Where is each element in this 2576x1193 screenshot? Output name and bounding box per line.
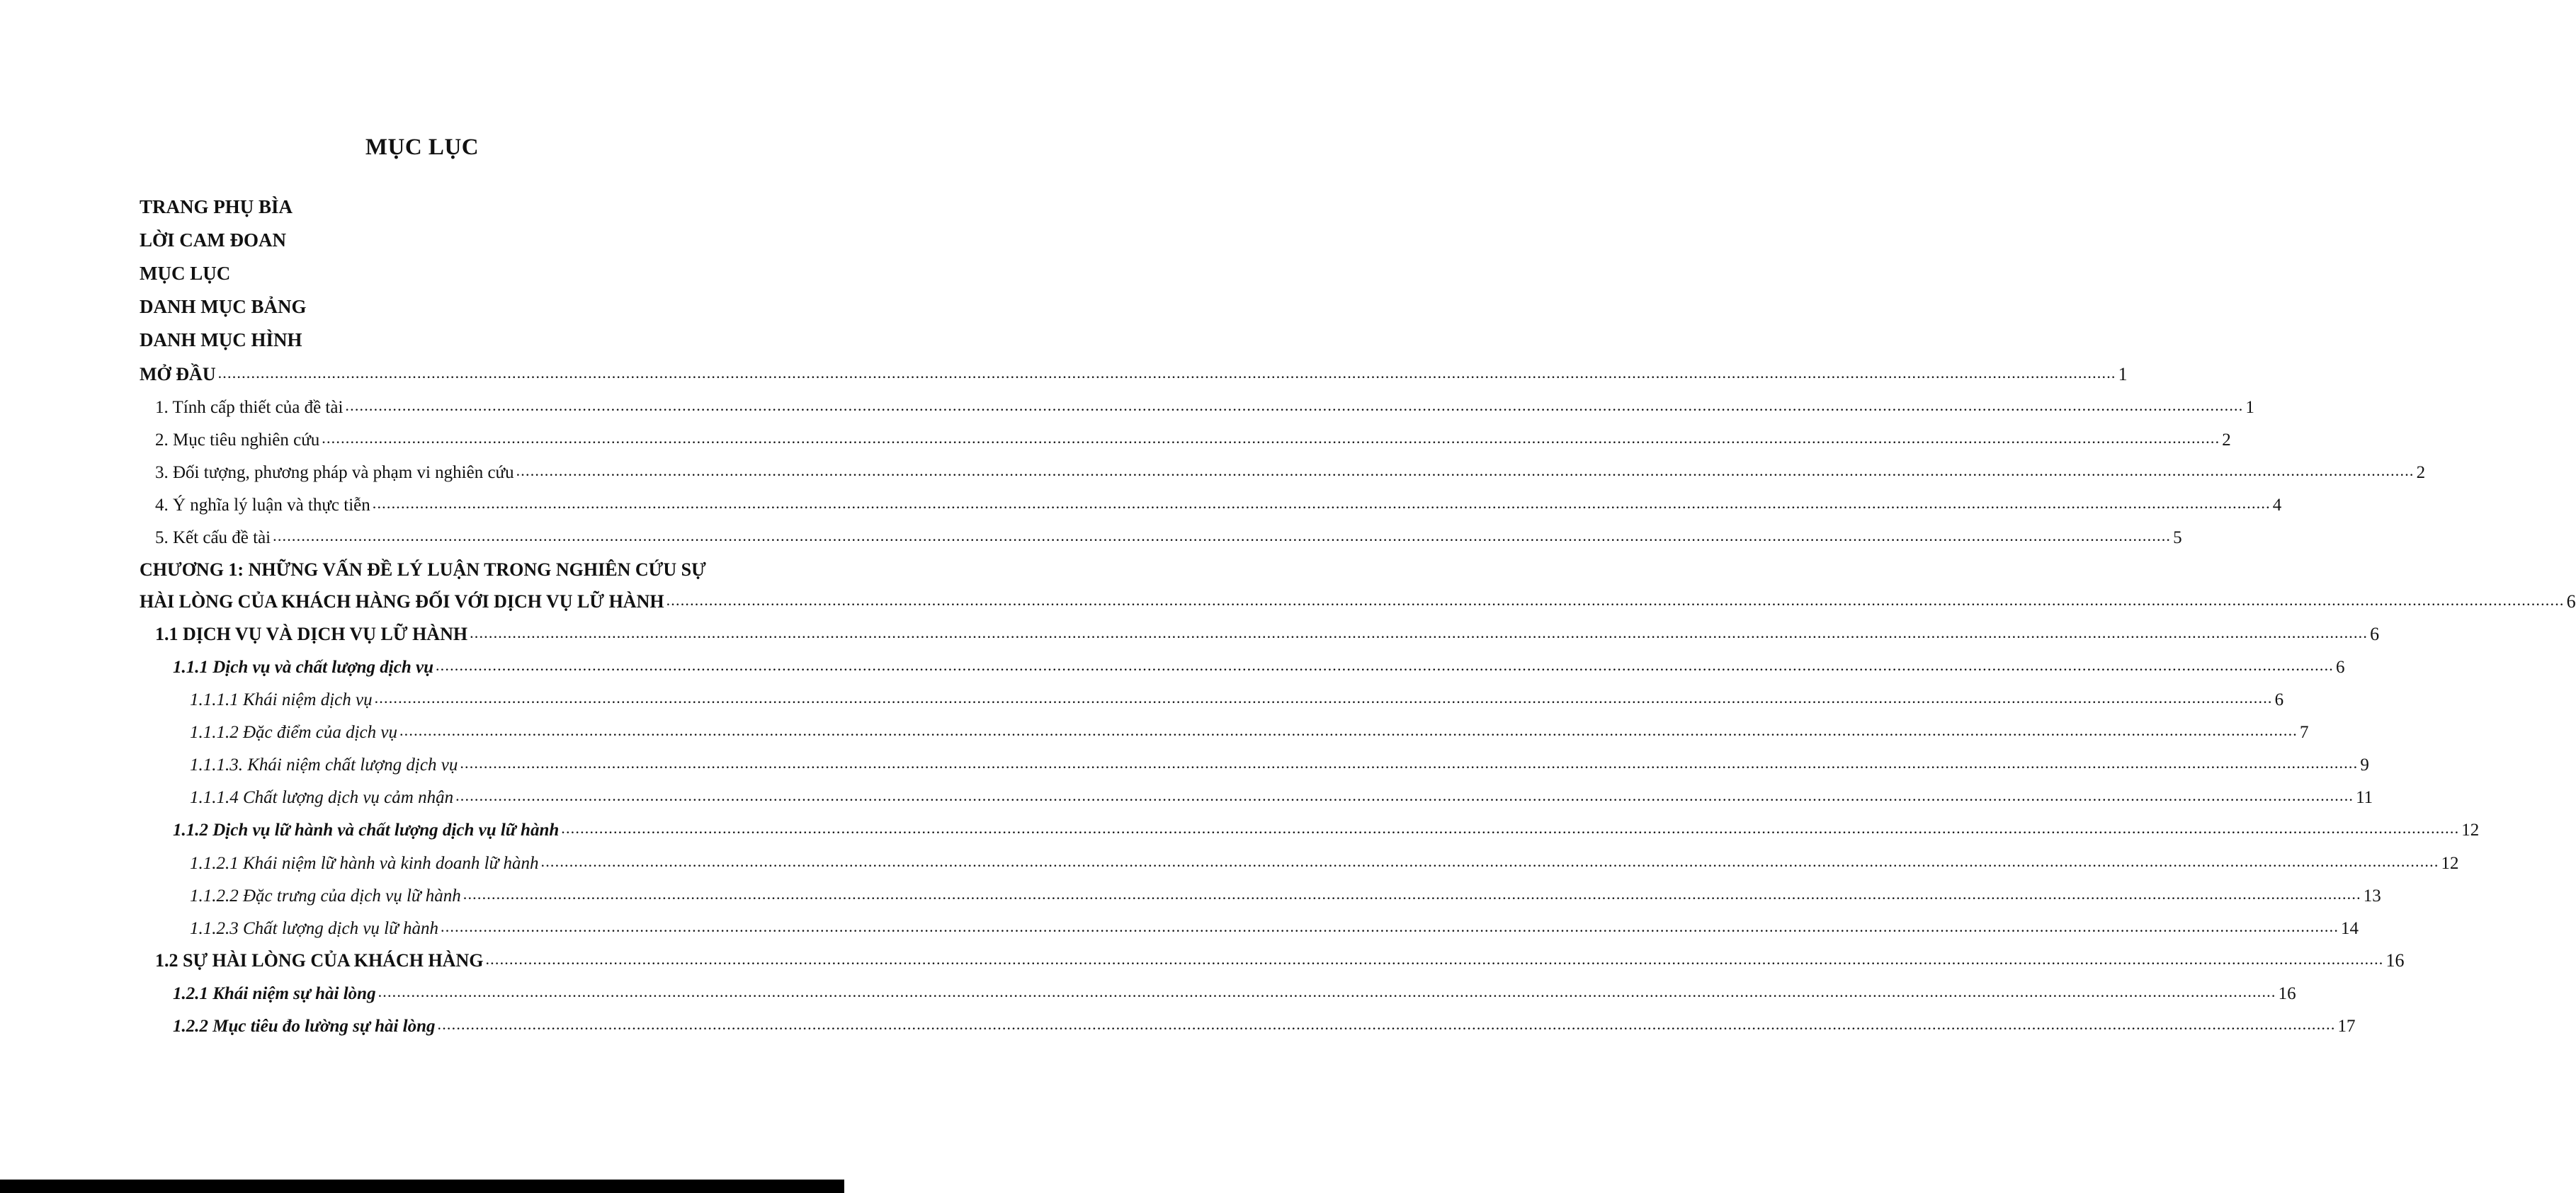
toc-entry	[155, 389, 2254, 418]
toc-page-number: 6	[2370, 624, 2380, 644]
toc-entry-title: 1.2.2 Mục tiêu đo lường sự hài lòng	[173, 1017, 436, 1036]
toc-page-number: 17	[2337, 1017, 2356, 1036]
toc-entry	[190, 780, 2373, 808]
toc-leader-dots: ................................................................................................................................................................................................................................................................................................................................................................................................................	[460, 754, 2359, 772]
toc-page-number: 1	[2118, 364, 2128, 384]
toc-entry-title: MỤC LỤC	[140, 263, 231, 284]
toc-entry	[190, 911, 2359, 939]
toc-leader-dots: ................................................................................................................................................................................................................................................................................................................................................................................................................	[561, 819, 2460, 837]
toc-entry	[155, 422, 2231, 450]
toc-entry-title: 1.1.2.2 Đặc trưng của dịch vụ lữ hành	[190, 886, 461, 906]
toc-entry-title: 1.1.1.3. Khái niệm chất lượng dịch vụ	[190, 755, 458, 775]
toc-page-number: 12	[2461, 821, 2480, 840]
toc-entry-title: 3. Đối tượng, phương pháp và phạm vi nghiên cứu	[155, 463, 514, 482]
toc-entry-title: 1.1.2 Dịch vụ lữ hành và chất lượng dịch vụ lữ hành	[173, 821, 560, 840]
toc-page-number: 13	[2363, 886, 2381, 906]
toc-page-number: 12	[2441, 854, 2459, 873]
toc-page-number: 5	[2173, 528, 2182, 547]
toc-page-number: 9	[2360, 755, 2369, 775]
toc-entry	[140, 190, 293, 218]
toc-leader-dots: ................................................................................................................................................................................................................................................................................................................................................................................................................	[273, 527, 2172, 544]
toc-entry-title: MỞ ĐẦU	[140, 364, 216, 384]
toc-entry	[155, 455, 2426, 483]
toc-leader-dots: ................................................................................................................................................................................................................................................................................................................................................................................................................	[441, 918, 2339, 935]
toc-entry	[140, 584, 2576, 612]
toc-entry	[173, 812, 2480, 840]
toc-entry	[140, 290, 307, 318]
toc-entry	[173, 649, 2345, 678]
toc-leader-dots: ................................................................................................................................................................................................................................................................................................................................................................................................................	[399, 721, 2298, 739]
toc-leader-dots: ................................................................................................................................................................................................................................................................................................................................................................................................................	[455, 787, 2354, 804]
toc-entry-title: 2. Mục tiêu nghiên cứu	[155, 430, 320, 450]
toc-page-number: 6	[2274, 690, 2284, 709]
toc-leader-dots: ................................................................................................................................................................................................................................................................................................................................................................................................................	[322, 429, 2220, 447]
toc-entry-title: 1. Tính cấp thiết của đề tài	[155, 398, 344, 417]
toc-leader-dots: ................................................................................................................................................................................................................................................................................................................................................................................................................	[666, 591, 2565, 609]
toc-entry-title: 1.1.2.1 Khái niệm lữ hành và kinh doanh lữ hành	[190, 854, 539, 873]
toc-page-number: 1	[2245, 398, 2254, 417]
toc-entry	[190, 747, 2369, 775]
toc-leader-dots: ................................................................................................................................................................................................................................................................................................................................................................................................................	[378, 983, 2276, 1000]
toc-entry-title: TRANG PHỤ BÌA	[140, 196, 293, 217]
toc-page-number: 6	[2335, 658, 2345, 677]
toc-page-number: 16	[2278, 984, 2296, 1003]
toc-entry	[190, 714, 2309, 743]
toc-entry-title: 1.1.1.2 Đặc điểm của dịch vụ	[190, 723, 397, 742]
page-bottom-edge	[0, 1180, 844, 1193]
toc-entry	[140, 223, 286, 251]
toc-entry	[140, 552, 706, 581]
toc-entry	[173, 1008, 2356, 1037]
toc-entry	[155, 943, 2405, 971]
toc-entry-title: HÀI LÒNG CỦA KHÁCH HÀNG ĐỐI VỚI DỊCH VỤ LỮ HÀNH	[140, 591, 664, 612]
toc-entry-title: DANH MỤC BẢNG	[140, 296, 307, 317]
toc-entry-title: CHƯƠNG 1: NHỮNG VẤN ĐỀ LÝ LUẬN TRONG NGHIÊN CỨU SỰ	[140, 559, 706, 580]
toc-leader-dots: ................................................................................................................................................................................................................................................................................................................................................................................................................	[217, 364, 2116, 382]
toc-entry-title: DANH MỤC HÌNH	[140, 329, 302, 350]
toc-entry	[190, 878, 2381, 906]
toc-leader-dots: ................................................................................................................................................................................................................................................................................................................................................................................................................	[437, 1015, 2336, 1033]
toc-leader-dots: ................................................................................................................................................................................................................................................................................................................................................................................................................	[463, 885, 2361, 903]
toc-entry	[155, 487, 2282, 515]
toc-entry-title: LỜI CAM ĐOAN	[140, 229, 286, 251]
toc-page-number: 6	[2566, 591, 2576, 612]
toc-leader-dots: ................................................................................................................................................................................................................................................................................................................................................................................................................	[372, 494, 2271, 512]
toc-entry-title: 1.1.1 Dịch vụ và chất lượng dịch vụ	[173, 658, 433, 677]
toc-page-number: 11	[2356, 788, 2373, 807]
toc-leader-dots: ................................................................................................................................................................................................................................................................................................................................................................................................................	[516, 462, 2415, 479]
toc-entry	[155, 617, 2380, 645]
toc-entry-title: 1.2 SỰ HÀI LÒNG CỦA KHÁCH HÀNG	[155, 950, 484, 971]
toc-entry-title: 5. Kết cấu đề tài	[155, 528, 271, 547]
toc-page-number: 16	[2385, 950, 2405, 971]
page-title: MỤC LỤC	[365, 135, 480, 160]
toc-leader-dots: ................................................................................................................................................................................................................................................................................................................................................................................................................	[470, 624, 2368, 641]
toc-entry	[155, 520, 2182, 548]
toc-entry	[173, 976, 2296, 1004]
toc-page-number: 4	[2272, 496, 2282, 515]
toc-page-number: 14	[2341, 919, 2359, 938]
toc-entry	[190, 682, 2284, 710]
toc-page-number: 2	[2222, 430, 2231, 450]
toc-entry	[140, 256, 230, 285]
toc-leader-dots: ................................................................................................................................................................................................................................................................................................................................................................................................................	[485, 950, 2384, 968]
toc-leader-dots: ................................................................................................................................................................................................................................................................................................................................................................................................................	[374, 689, 2273, 707]
toc-entry-title: 1.1.2.3 Chất lượng dịch vụ lữ hành	[190, 919, 439, 938]
toc-leader-dots: ................................................................................................................................................................................................................................................................................................................................................................................................................	[345, 396, 2244, 414]
toc-leader-dots: ................................................................................................................................................................................................................................................................................................................................................................................................................	[540, 852, 2439, 870]
toc-page-number: 2	[2416, 463, 2426, 482]
toc-entry	[140, 323, 302, 351]
toc-page-number: 7	[2299, 723, 2309, 742]
toc-entry-title: 1.1 DỊCH VỤ VÀ DỊCH VỤ LỮ HÀNH	[155, 624, 468, 644]
toc-entry-title: 1.2.1 Khái niệm sự hài lòng	[173, 984, 376, 1003]
toc-leader-dots: ................................................................................................................................................................................................................................................................................................................................................................................................................	[435, 656, 2334, 674]
toc-entry	[190, 845, 2459, 874]
toc-entry-title: 1.1.1.1 Khái niệm dịch vụ	[190, 690, 373, 709]
toc-entry-title: 4. Ý nghĩa lý luận và thực tiễn	[155, 496, 370, 515]
toc-entry-title: 1.1.1.4 Chất lượng dịch vụ cảm nhận	[190, 788, 454, 807]
toc-entry	[140, 357, 2128, 385]
